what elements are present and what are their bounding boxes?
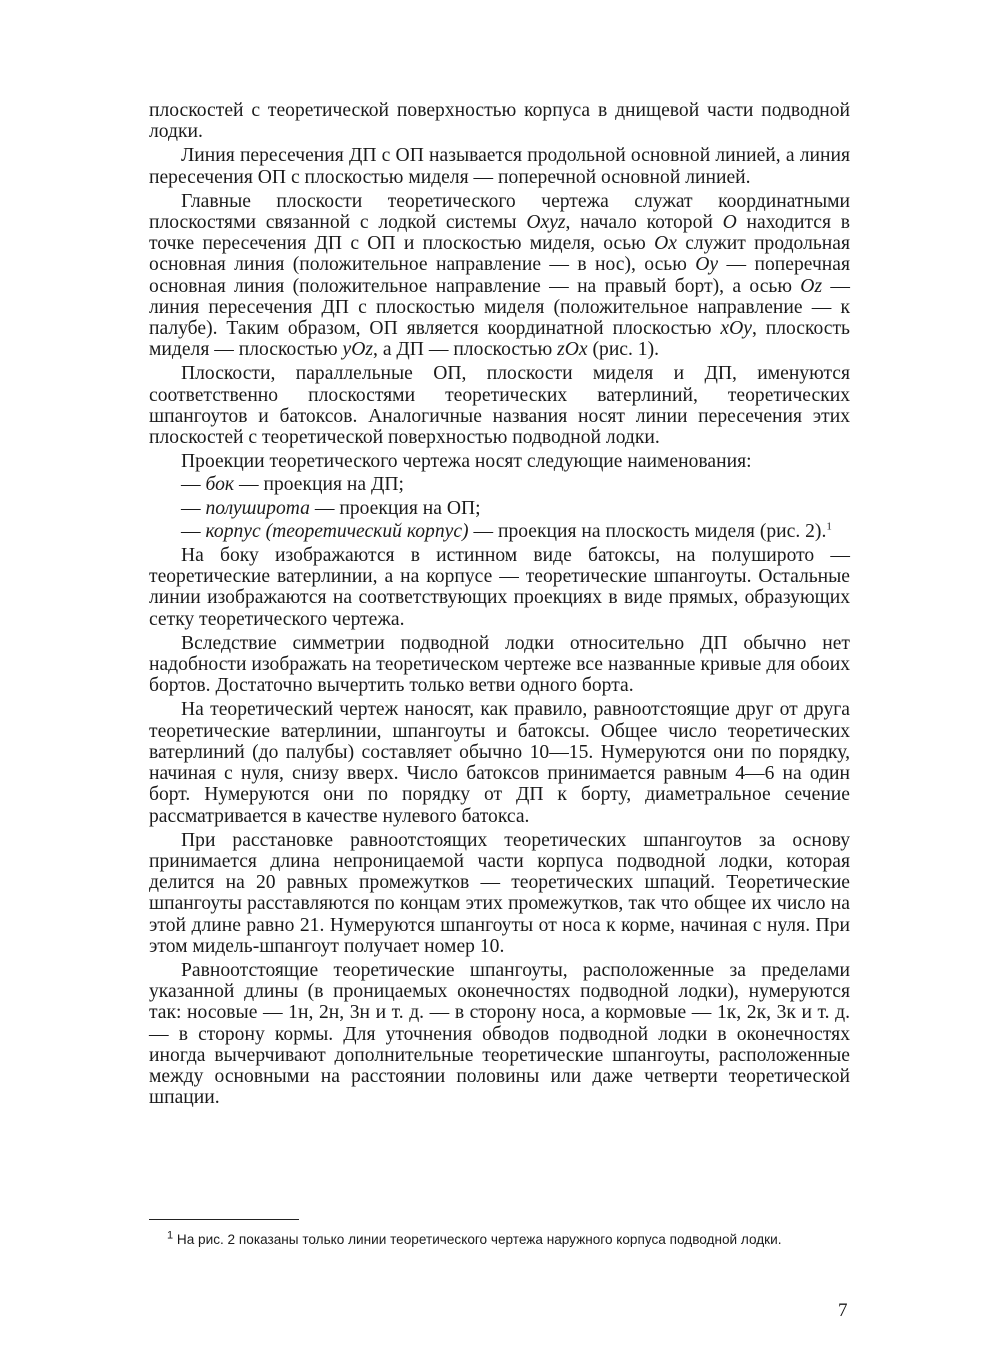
math-symbol: O [722, 212, 737, 234]
math-symbol: Ox [654, 233, 677, 255]
text-span: , плоскость миделя — плоскостью [149, 318, 850, 361]
math-symbol: Oxyz [526, 212, 566, 234]
paragraph-coordinate-system [149, 191, 850, 361]
dash-lead: — [181, 474, 206, 496]
paragraph-numbering: На теоретический чертеж наносят, как правило, равноотстоящие друг от друга теоретические ватерлинии, шпангоуты и батоксы. Общее число теоретических ватерлиний (до палубы) составляет обычно 10—15. Нумеруются они по порядку, начиная с нуля, снизу вверх. Число батоксов принимается равным 4—6 на один борт. Нумеруются они по порядку от ДП к борту, диаметральное сечение рассматривается в качестве нулевого батокса. [149, 699, 850, 827]
dash-lead: — [181, 520, 206, 542]
text-span: — поперечная основная линия (положительное направление — на правый борт), а осью [149, 254, 850, 297]
paragraph-projections-intro: Проекции теоретического чертежа носят следующие наименования: [181, 451, 752, 473]
text-span: находится в точке пересечения ДП с ОП и плоскостью миделя, осью [149, 212, 850, 255]
text-span: , начало которой [565, 212, 723, 234]
page-body [149, 100, 850, 1108]
paragraph-frames: При расстановке равноотстоящих теоретических шпангоутов за основу принимается длина непроницаемой части корпуса подводной лодки, которая делится на 20 равных промежутков — теоретических шпаций. Теоретические шпангоуты расставляются по концам этих промежутков, так что общее их число на этой длине равно 21. Нумеруются шпангоуты от носа к корме, начиная с нуля. При этом мидель-шпангоут получает номер 10. [149, 829, 850, 957]
text-span: — проекция на ДП; [234, 474, 404, 496]
math-symbol: Oz [800, 275, 823, 297]
paragraph-extra-frames: Равноотстоящие теоретические шпангоуты, расположенные за пределами указанной длины (в проницаемых оконечностях подводной лодки), нумеруются так: носовые — 1н, 2н, 3н и т. д. — в сторону носа, а кормовые — 1к, 2к, 3к и т. д. — в сторону кормы. Для уточнения обводов подводной лодки в оконечностях иногда вычерчивают дополнительные теоретические шпангоуты, расположенные между основными на расстоянии половины или даже четверти теоретической шпации. [149, 959, 850, 1109]
math-symbol: zOx [557, 339, 588, 361]
footnote-divider [149, 1219, 299, 1220]
math-symbol: xOy [720, 318, 752, 340]
list-item-polushirota [149, 498, 850, 519]
math-symbol: yOz [342, 339, 374, 361]
page-number: 7 [838, 1300, 848, 1321]
footnote-reference: 1 [826, 520, 832, 533]
term: бок [205, 474, 235, 496]
list-item-bok [149, 474, 850, 495]
text-span: (рис. 1). [587, 339, 660, 361]
footnote-mark: 1 [167, 1229, 174, 1242]
paragraph-continued: плоскостей с теоретической поверхностью корпуса в днищевой части подводной лодки. [149, 100, 850, 143]
text-span: — линия пересечения ДП с плоскостью миделя (положительное направление — к палубе). Таким образом, ОП является координатной плоскостью [149, 275, 850, 340]
math-symbol: Oy [695, 254, 719, 276]
footnote [149, 1230, 850, 1249]
paragraph-baseline-definitions: Линия пересечения ДП с ОП называется продольной основной линией, а линия пересечения ОП с плоскостью миделя — поперечной основной линией. [149, 145, 850, 188]
term: корпус (теоретический корпус) [205, 520, 469, 542]
text-span: — проекция на плоскость миделя (рис. 2). [468, 520, 827, 542]
paragraph-views: На боку изображаются в истинном виде батоксы, на полуширото — теоретические ватерлинии, а на корпусе — теоретические шпангоуты. Остальные линии изображаются на соответствующих проекциях в виде прямых, образующих сетку теоретического чертежа. [149, 545, 850, 630]
text-span: Главные плоскости теоретического чертежа служат координатными плоскостями связанной с лодкой системы [149, 190, 850, 234]
paragraph-parallel-planes: Плоскости, параллельные ОП, плоскости миделя и ДП, именуются соответственно плоскостями теоретических ватерлиний, теоретических шпангоутов и батоксов. Аналогичные названия носят линии пересечения этих плоскостей с теоретической поверхностью подводной лодки. [149, 363, 850, 449]
text-span: — проекция на ОП; [309, 497, 481, 519]
list-item-korpus [149, 521, 850, 542]
term: полуширота [205, 497, 310, 519]
text-span: , а ДП — плоскостью [373, 339, 558, 361]
paragraph-symmetry: Вследствие симметрии подводной лодки относительно ДП обычно нет надобности изображать на теоретическом чертеже все названные кривые для обоих бортов. Достаточно вычертить только ветви одного борта. [149, 632, 850, 697]
dash-lead: — [181, 497, 206, 519]
footnote-text: На рис. 2 показаны только линии теоретического чертежа наружного корпуса подводной лодки. [173, 1232, 782, 1247]
text-span: служит продольная основная линия (положительное направление — в нос), осью [149, 233, 850, 276]
